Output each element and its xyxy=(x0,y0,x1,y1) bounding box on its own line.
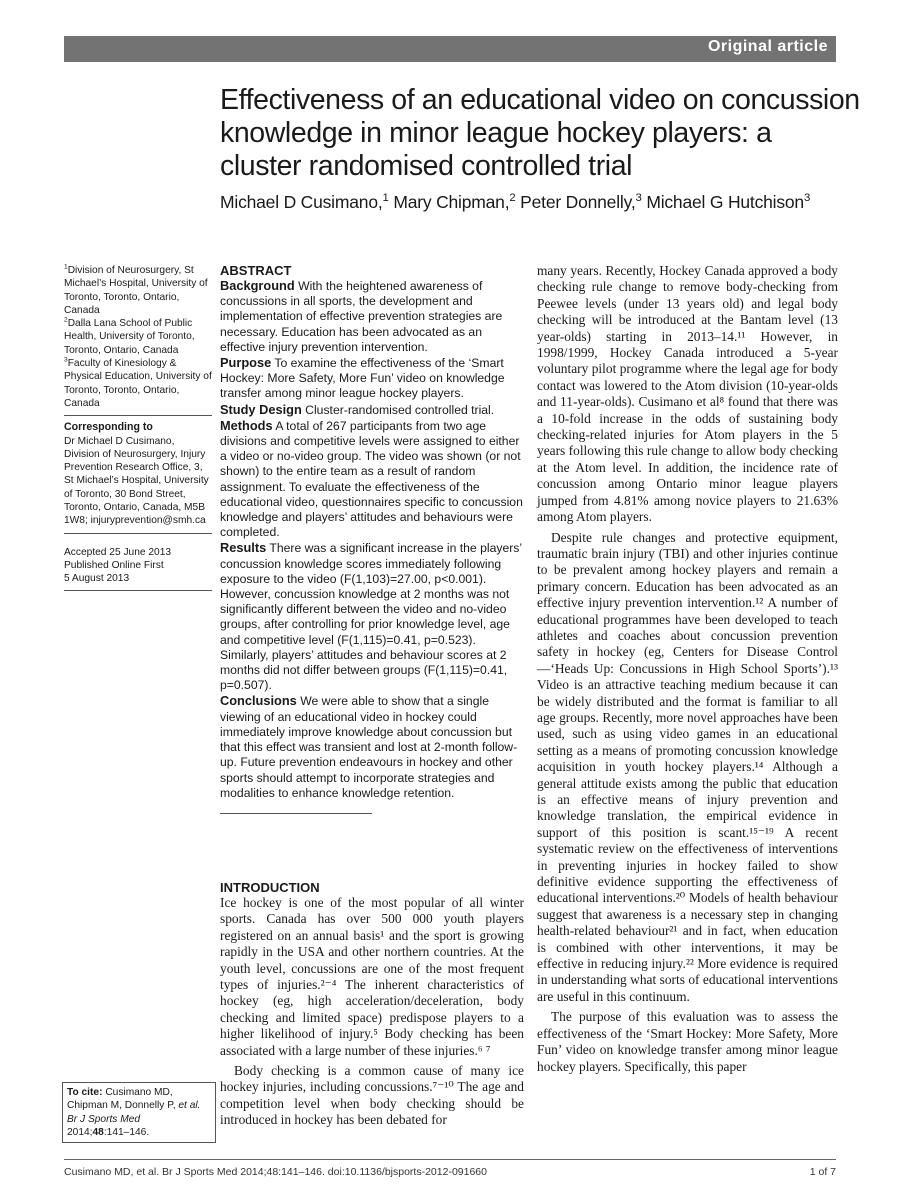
right-column-body xyxy=(537,263,838,1075)
date-accepted: Accepted 25 June 2013 xyxy=(64,546,172,558)
author-name: Michael D Cusimano, xyxy=(220,192,383,212)
article-title: Effectiveness of an educational video on concussion knowledge in minor league hockey players: a cluster randomised controlled trial xyxy=(220,84,860,182)
body-paragraph: many years. Recently, Hockey Canada approved a body checking rule change to remove body-checking from Peewee levels (under 13 years old) and legal body checking will be introduced at the Bantam level (13 year-olds) starting in 2013–14.¹¹ However, in 1998/1999, Hockey Canada introduced a 5-year voluntary pilot programme where the legal age for body contact was lowered to the Atom division (10-year-olds and 11-year-olds). Cusimano et al⁸ found that there was a 10-fold increase in the odds of sustaining body checking-related injuries for Atom players in the 5 years following this rule change to allow body checking at the Atom level. In addition, the incidence rate of concussion among Ontario minor league players jumped from 4.81% among novice players to 21.63% among Atom players. xyxy=(537,263,838,525)
date-published: Published Online First xyxy=(64,559,164,571)
abstract-purpose: Purpose To examine the effectiveness of the ‘Smart Hockey: More Safety, More Fun’ video on knowledge transfer among minor league hockey players. xyxy=(220,355,505,401)
author-list xyxy=(220,192,860,213)
affiliation: $^1$Division of Neurosurgery, St Michael’s Hospital, University of Toronto, Toronto, Ontario, Canada xyxy=(64,263,208,316)
abstract-heading: ABSTRACT xyxy=(220,263,292,278)
introduction-body xyxy=(220,895,524,1129)
page-number: 1 of 7 xyxy=(809,1166,836,1178)
author-name: Michael G Hutchison xyxy=(646,192,804,212)
author-affil: 1 xyxy=(382,192,389,205)
date-published-date: 5 August 2013 xyxy=(64,573,130,585)
author-affil: 3 xyxy=(803,192,811,205)
body-paragraph: Body checking is a common cause of many ice hockey injuries, including concussions.⁷⁻¹⁰ The age and competition level when body checking should be introduced in hockey has been debated for xyxy=(220,1063,524,1128)
abstract-study-design: Study Design Cluster-randomised controlled trial. xyxy=(220,401,495,417)
introduction-heading: INTRODUCTION xyxy=(220,880,320,895)
section-banner xyxy=(64,36,836,62)
correspondence-heading: Corresponding to xyxy=(64,421,153,434)
author-name: Peter Donnelly, xyxy=(520,192,636,212)
footer-divider xyxy=(64,1159,836,1160)
cite-year: 2014; xyxy=(67,1126,93,1138)
abstract-background: Background With the heightened awareness of concussions in all sports, the development and implementation of effective prevention strategies are necessary. Education has been advocated as an effective injury prevention intervention. xyxy=(220,278,503,354)
cite-etal: et al. xyxy=(178,1100,201,1112)
affiliation: $^3$Faculty of Kinesiology & Physical Education, University of Toronto, Toronto, Ontario, Canada xyxy=(64,356,212,409)
divider xyxy=(64,533,212,534)
cite-authors: Cusimano MD, Chipman M, Donnelly P, xyxy=(67,1087,176,1112)
cite-journal: Br J Sports Med xyxy=(67,1113,141,1125)
divider xyxy=(64,590,212,591)
footer-citation: Cusimano MD, et al. Br J Sports Med 2014;48:141–146. doi:10.1136/bjsports-2012-091660 xyxy=(64,1166,487,1178)
author-name: Mary Chipman, xyxy=(393,192,510,212)
sidebar xyxy=(64,264,212,591)
author-affil: 2 xyxy=(509,192,516,205)
cite-pages: :141–146. xyxy=(103,1126,150,1138)
author-affil: 3 xyxy=(635,192,642,205)
body-paragraph: The purpose of this evaluation was to assess the effectiveness of the ‘Smart Hockey: More Safety, More Fun’ video on knowledge transfer among minor league hockey players. Specifically, this paper xyxy=(537,1009,838,1074)
body-paragraph: Despite rule changes and protective equipment, traumatic brain injury (TBI) and other injuries continue to be prevalent among hockey players and remain a primary concern. Education has been advocated as an effective injury prevention intervention.¹² A number of educational programmes have been developed to teach athletes and coaches about concussion prevention safety in hockey (eg, Centers for Disease Control—‘Heads Up: Concussions in High School Sports’).¹³ Video is an attractive teaching medium because it can be widely distributed and the format is familiar to all age groups. Recently, more novel approaches have been used, such as using video games in an educational setting as a means of promoting concussion knowledge acquisition in youth hockey players.¹⁴ Although a general attitude exists among the public that education is an effective means of injury prevention and knowledge translation, the empirical evidence in support of this position is scant.¹⁵⁻¹⁹ A recent systematic review on the effectiveness of interventions in preventing injuries in hockey failed to show definitive evidence supporting the effectiveness of educational interventions.²⁰ Models of health behaviour suggest that awareness is a necessary step in changing health-related behaviour²¹ and in fact, when education is combined with other interventions, it may be effective in reducing injury.²² More evidence is required in understanding what sorts of educational interventions are useful in this continuum. xyxy=(537,529,838,1004)
divider xyxy=(220,813,372,814)
cite-label: To cite: xyxy=(67,1087,103,1098)
correspondence-text: Dr Michael D Cusimano, Division of Neurosurgery, Injury Prevention Research Office, 3, St Michael’s Hospital, University of Toronto, 30 Bond Street, Toronto, Ontario, Canada, M5B 1W8; injuryprevention@smh.ca xyxy=(64,435,209,527)
section-label: Original article xyxy=(707,38,828,55)
cite-volume: 48 xyxy=(92,1126,104,1138)
abstract xyxy=(220,263,524,814)
divider xyxy=(64,415,212,416)
abstract-conclusions: Conclusions We were able to show that a single viewing of an educational video in hockey could immediately improve knowledge about concussion but that this effect was transient and lost at 2-month follow-up. Future prevention endeavours in hockey and other sports should attempt to incorporate strategies and modalities to enhance knowledge retention. xyxy=(220,693,518,800)
cite-box xyxy=(62,1082,216,1143)
abstract-methods: Methods A total of 267 participants from two age divisions and competitive levels were assigned to either a video or no-video group. The video was shown (or not shown) to the entire team as a result of random assignment. To evaluate the effectiveness of the educational video, questionnaires specific to concussion knowledge and players’ attitudes and behaviours were completed. xyxy=(220,417,523,540)
body-paragraph: Ice hockey is one of the most popular of all winter sports. Canada has over 500 000 youth players registered on an annual basis¹ and the sport is growing rapidly in the USA and other northern countries. At the youth level, concussions are one of the most frequent types of injuries.²⁻⁴ The inherent characteristics of hockey (eg, high acceleration/deceleration, body checking and limited space) predispose players to a higher likelihood of injury.⁵ Body checking has been associated with a large number of these injuries.⁶ ⁷ xyxy=(220,895,524,1058)
affiliation: $^2$Dalla Lana School of Public Health, University of Toronto, Toronto, Ontario, Canada xyxy=(64,316,195,356)
abstract-results: Results There was a significant increase in the players’ concussion knowledge scores immediately following exposure to the video (F(1,103)=27.00, p<0.001). However, concussion knowledge at 2 months was not significantly different between the video and no-video groups, after controlling for prior knowledge level, age and competitive level (F(1,115)=0.41, p=0.523). Similarly, players’ attitudes and behaviour scores at 2 months did not differ between groups (F(1,115)=0.41, p=0.507). xyxy=(220,540,522,693)
